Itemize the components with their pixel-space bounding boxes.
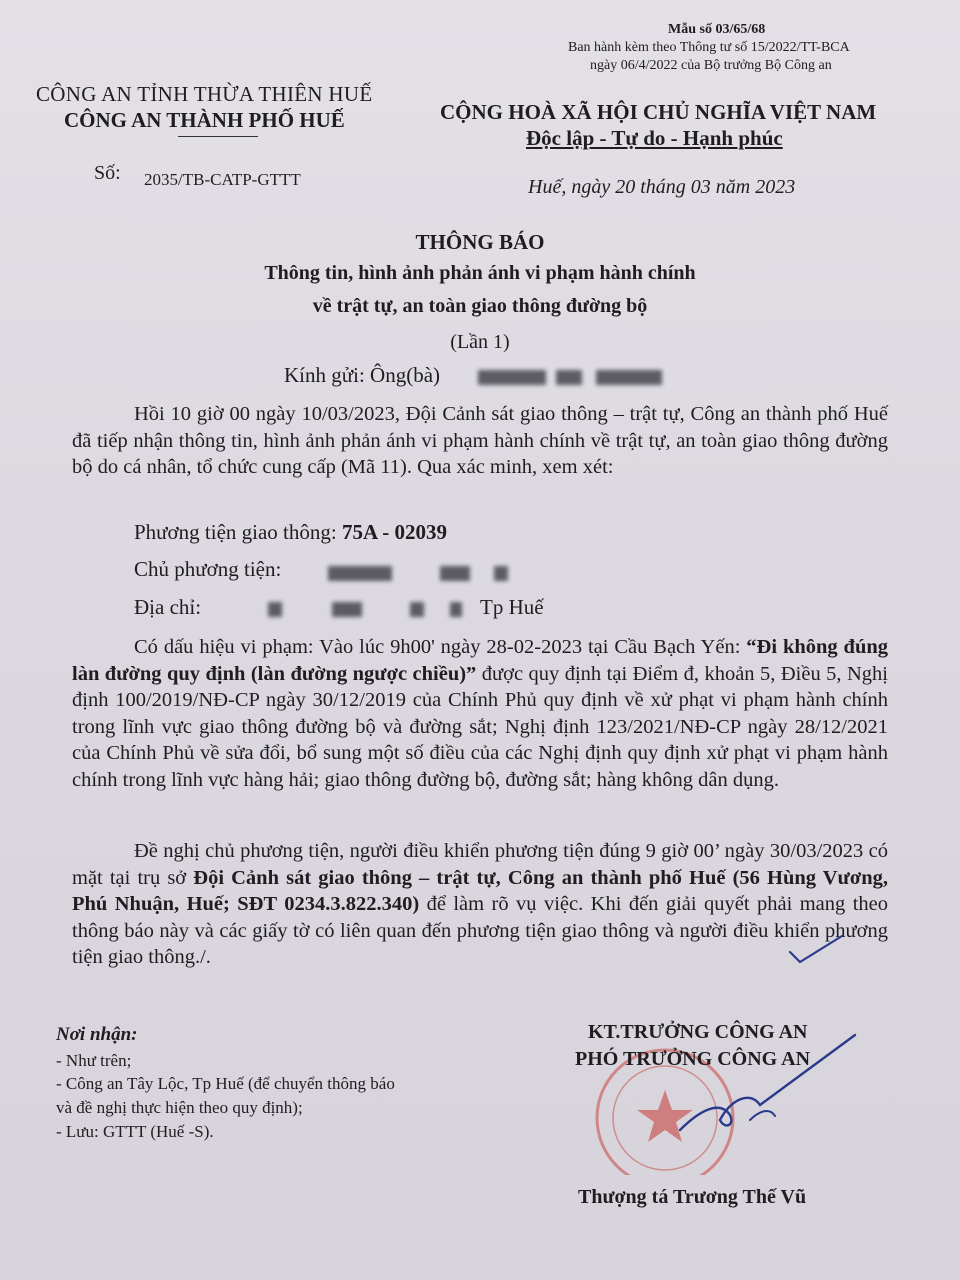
paragraph-violation xyxy=(72,634,888,793)
address-label: Địa chỉ: xyxy=(134,595,202,619)
summons-rest: để làm rõ vụ việc. Khi đến giải quyết phải mang theo thông báo này và các giấy tờ có liên quan đến phương tiện giao thông và người điều khiển phương tiện giao thông./. xyxy=(72,893,888,968)
redacted-owner xyxy=(328,566,392,581)
address-city: Tp Huế xyxy=(480,595,544,619)
document-title: THÔNG BÁO xyxy=(415,230,545,254)
addressee-label: Kính gửi: Ông(bà) xyxy=(284,363,441,387)
attempt-number: (Lần 1) xyxy=(450,331,510,353)
paragraph-receipt-text: Hồi 10 giờ 00 ngày 10/03/2023, Đội Cảnh sát giao thông – trật tự, Công an thành phố Huế đã tiếp nhận thông tin, hình ảnh phản ánh vi phạm hành chính về trật tự, an toàn giao thông đường bộ do cá nhân, tổ chức cung cấp (Mã 11). Qua xác minh, xem xét: xyxy=(72,403,888,478)
form-number: Mẫu số 03/65/68 xyxy=(668,22,766,37)
paragraph-receipt xyxy=(72,401,888,481)
document-number-label: Số: xyxy=(94,162,121,184)
paragraph-summons xyxy=(72,838,888,971)
owner-label: Chủ phương tiện: xyxy=(134,557,282,581)
recipient-item: và đề nghị thực hiện theo quy định); xyxy=(56,1098,303,1117)
country-motto: Độc lập - Tự do - Hạnh phúc xyxy=(526,126,783,150)
redacted-addressee xyxy=(596,370,662,385)
vehicle-label: Phương tiện giao thông: xyxy=(134,520,337,544)
redacted-address xyxy=(332,602,362,617)
document-subtitle-2: về trật tự, an toàn giao thông đường bộ xyxy=(312,295,648,317)
owner-field xyxy=(134,557,281,582)
violation-intro: Có dấu hiệu vi phạm: Vào lúc 9h00' ngày 28-02-2023 tại Cầu Bạch Yến: xyxy=(134,636,747,658)
place-date: Huế, ngày 20 tháng 03 năm 2023 xyxy=(528,176,796,198)
document-subtitle-1: Thông tin, hình ảnh phản ánh vi phạm hành chính xyxy=(264,262,696,284)
handwritten-signature xyxy=(640,1030,880,1150)
vehicle-plate: 75A - 02039 xyxy=(341,520,447,544)
violation-legal-basis: được quy định tại Điểm đ, khoản 5, Điều 5, Nghị định 100/2019/NĐ-CP ngày 30/12/2019 của Chính Phủ quy định về xử phạt vi phạm hành chính trong lĩnh vực giao thông đường bộ và đường sắt; Nghị định 123/2021/NĐ-CP ngày 28/12/2021 của Chính Phủ về sửa đổi, bổ sung một số điều của các Nghị định quy định xử phạt vi phạm hành chính trong lĩnh vực hàng hải; giao thông đường bộ, đường sắt; hàng không dân dụng. xyxy=(72,662,888,791)
redacted-addressee xyxy=(556,370,582,385)
redacted-address xyxy=(450,602,462,617)
recipient-item: - Công an Tây Lộc, Tp Huế (để chuyển thông báo xyxy=(56,1074,395,1093)
form-note-1: Ban hành kèm theo Thông tư số 15/2022/TT-BCA xyxy=(568,40,850,55)
vehicle-field xyxy=(134,520,447,545)
redacted-addressee xyxy=(478,370,546,385)
form-note-2: ngày 06/4/2022 của Bộ trưởng Bộ Công an xyxy=(590,58,832,73)
agency-underline xyxy=(178,136,258,137)
signer-name: Thượng tá Trương Thế Vũ xyxy=(578,1186,807,1208)
recipient-item: - Lưu: GTTT (Huế -S). xyxy=(56,1122,214,1141)
recipient-item: - Như trên; xyxy=(56,1051,132,1070)
agency-city: CÔNG AN THÀNH PHỐ HUẾ xyxy=(64,108,345,132)
redacted-address xyxy=(268,602,282,617)
signature-title-1: KT.TRƯỞNG CÔNG AN xyxy=(588,1021,808,1043)
signature-title-2: PHÓ TRƯỞNG CÔNG AN xyxy=(575,1048,811,1070)
summons-intro: Đề nghị chủ phương tiện, người điều khiển phương tiện đúng 9 giờ 00’ ngày 30/03/2023 có mặt tại trụ sở xyxy=(72,840,888,889)
agency-provincial: CÔNG AN TỈNH THỪA THIÊN HUẾ xyxy=(36,82,373,106)
pen-check-mark xyxy=(786,930,846,970)
address-field xyxy=(134,595,201,620)
summons-location: Đội Cảnh sát giao thông – trật tự, Công an thành phố Huế (56 Hùng Vương, Phú Nhuận, Huế; SĐT 0234.3.822.340) xyxy=(72,866,888,915)
document-number: 2035/TB-CATP-GTTT xyxy=(144,170,301,189)
redacted-owner xyxy=(440,566,470,581)
redacted-owner xyxy=(494,566,508,581)
violation-description: “Đi không đúng làn đường quy định (làn đường ngược chiều)” xyxy=(72,636,888,685)
recipients-heading: Nơi nhận: xyxy=(56,1024,138,1045)
country-name: CỘNG HOÀ XÃ HỘI CHỦ NGHĨA VIỆT NAM xyxy=(440,100,877,124)
redacted-address xyxy=(410,602,424,617)
